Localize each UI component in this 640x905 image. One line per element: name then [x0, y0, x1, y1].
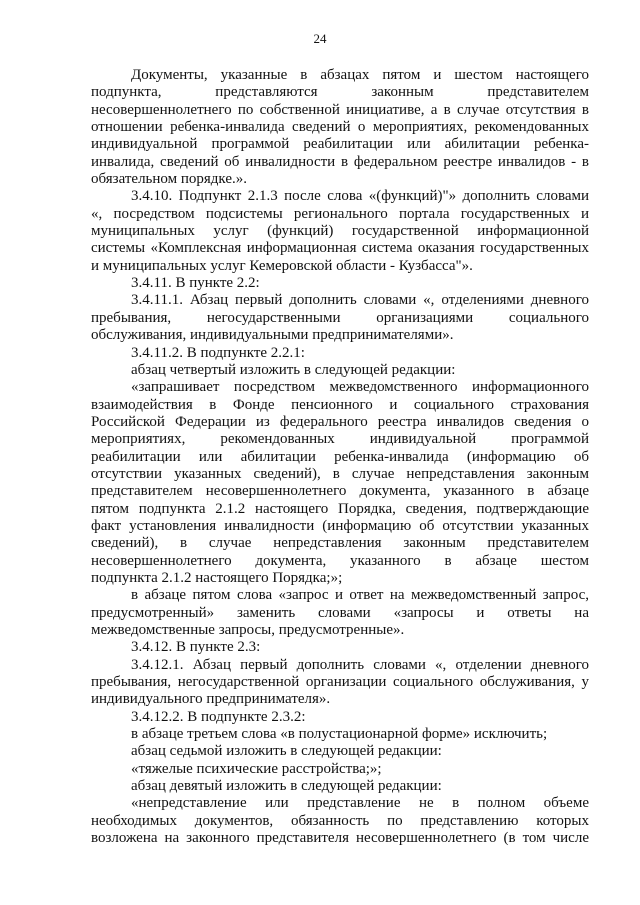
text-line: мероприятиях, рекомендованных индивидуальной программой	[91, 431, 589, 448]
text-line: межведомственные запросы, предусмотренные».	[91, 622, 405, 638]
text-line: «запрашивает посредством межведомственного информационного	[131, 379, 589, 396]
text-line: в абзаце третьем слова «в полустационарной форме» исключить;	[131, 726, 548, 743]
text-line: «непредставление или представление не в полном объеме	[131, 795, 589, 812]
text-line: пятом подпункта 2.1.2 настоящего Порядка, сведения, подтверждающие	[91, 500, 589, 517]
text-line: взаимодействия в Фонде пенсионного и социального страхования	[91, 396, 589, 413]
document-body	[91, 67, 589, 847]
text-line: в абзаце пятом слова «запрос и ответ на межведомственный запрос,	[131, 587, 589, 604]
text-line: представителем несовершеннолетнего документа, указанного в абзаце	[91, 483, 589, 500]
text-line: абзац девятый изложить в следующей редакции:	[131, 778, 442, 795]
text-line: несовершеннолетнего по собственной инициативе, а в случае отсутствия в	[91, 101, 589, 118]
text-line: Документы, указанные в абзацах пятом и шестом настоящего	[131, 67, 589, 83]
text-line: инвалида, сведений об инвалидности в федеральном реестре инвалидов - в	[91, 153, 589, 170]
text-line: «, посредством подсистемы регионального портала государственных и	[91, 205, 589, 222]
text-line: 3.4.12. В пункте 2.3:	[131, 639, 261, 656]
text-line: абзац седьмой изложить в следующей редакции:	[131, 743, 442, 760]
text-line: абзац четвертый изложить в следующей редакции:	[131, 361, 456, 378]
text-line: обязательном порядке.».	[91, 171, 248, 188]
text-line: Российской Федерации из федерального реестра инвалидов сведения о	[91, 413, 589, 430]
text-line: 3.4.12.2. В подпункте 2.3.2:	[131, 708, 306, 725]
text-line: 3.4.12.1. Абзац первый дополнить словами «, отделении дневного	[131, 656, 589, 673]
text-line: необходимых документов, обязанность по представлению которых	[91, 812, 589, 829]
text-line: подпункта, представляются законным представителем	[91, 84, 589, 101]
text-line: предусмотренный» заменить словами «запросы и ответы на	[91, 604, 589, 621]
text-line: «тяжелые психические расстройства;»;	[131, 760, 382, 777]
text-line: индивидуального предпринимателя».	[91, 691, 331, 708]
text-line: муниципальных услуг (функций) государственной информационной	[91, 223, 589, 240]
text-line: и муниципальных услуг Кемеровской области - Кузбасса"».	[91, 257, 473, 274]
text-line: несовершеннолетнего документа, указанного в абзаце шестом	[91, 552, 589, 569]
text-line: системы «Комплексная информационная система оказания государственных	[91, 240, 589, 257]
text-line: отношении ребенка-инвалида сведений о мероприятиях, рекомендованных	[91, 119, 589, 136]
text-line: пребывания, негосударственной организации социального обслуживания, у	[91, 674, 589, 691]
text-line: сведений), в случае непредставления законным представителем	[91, 535, 589, 552]
text-line: подпункта 2.1.2 настоящего Порядка;»;	[91, 569, 343, 586]
text-line: пребывания, негосударственными организациями социального	[91, 309, 589, 326]
text-line: реабилитации или абилитации ребенка-инвалида (информацию об	[91, 448, 589, 465]
text-line: отсутствии указанных сведений), в случае непредставления законным	[91, 465, 589, 482]
page-number: 24	[313, 31, 327, 46]
text-line: обслуживания, индивидуальными предпринимателями».	[91, 327, 454, 344]
text-line: возложена на законного представителя несовершеннолетнего (в том числе	[91, 830, 589, 847]
text-line: факт установления инвалидности (информацию об отсутствии указанных	[91, 517, 589, 534]
text-line: индивидуальной программой реабилитации или абилитации ребенка-	[91, 136, 589, 153]
text-line: 3.4.10. Подпункт 2.1.3 после слова «(функций)"» дополнить словами	[131, 188, 589, 205]
text-line: 3.4.11. В пункте 2.2:	[131, 275, 260, 292]
text-line: 3.4.11.1. Абзац первый дополнить словами «, отделениями дневного	[131, 292, 589, 309]
text-line: 3.4.11.2. В подпункте 2.2.1:	[131, 344, 305, 361]
